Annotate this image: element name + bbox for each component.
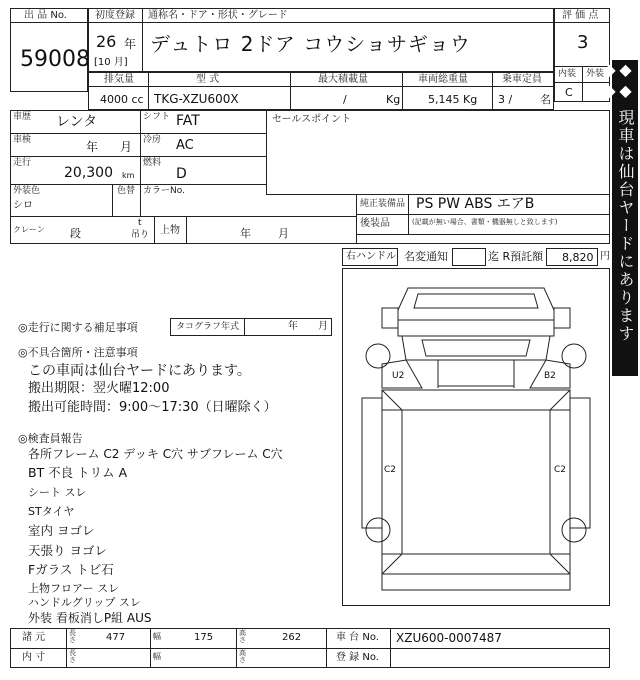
history-label: 車歴: [13, 112, 32, 122]
height-label: 高さ: [239, 629, 246, 644]
aftermarket-note: (記載が無い場合、書類・機器無しと致します): [412, 218, 558, 226]
mileage-value: 20,300: [64, 165, 113, 181]
inspector-line: 外装 看板消しP組 AUS: [28, 611, 152, 625]
inspector-line: ハンドルグリップ スレ: [28, 596, 141, 609]
yard-banner-text: ◆◆ 現車は仙台ヤードにあります ◆◆: [600, 60, 635, 344]
ac-label: 冷房: [143, 135, 162, 145]
top-label: 上物: [160, 225, 180, 236]
displacement-label: 排気量: [104, 74, 134, 85]
length-label: 長さ: [69, 649, 76, 664]
crane-stage-unit: 段: [70, 227, 81, 240]
inspector-line: 上物フロアー スレ: [28, 582, 120, 595]
width-label: 幅: [153, 632, 161, 641]
model-label: 通称名・ドア・形状・グレード: [148, 10, 288, 21]
damage-mark: U2: [392, 371, 405, 381]
gross-weight-value: 5,145 Kg: [428, 93, 478, 106]
inspector-line: シート スレ: [28, 486, 87, 499]
inspector-line: Fガラス トビ石: [28, 562, 114, 577]
displacement-value: 4000 cc: [100, 93, 144, 106]
inspector-line: 室内 ヨゴレ: [28, 523, 95, 538]
inspection-year-unit: 年: [86, 140, 99, 154]
gross-weight-label: 車両総重量: [418, 74, 468, 85]
interior-dim-label: 内 寸: [22, 652, 46, 663]
damage-mark: B2: [544, 371, 556, 381]
width-value: 175: [194, 632, 214, 643]
yard-banner: [600, 60, 638, 376]
capacity-unit: 名: [540, 93, 551, 106]
color-code-label: 色替: [117, 186, 136, 196]
history-value: レンタ: [56, 114, 98, 130]
name-change-label: 名変通知: [404, 250, 448, 263]
mileage-unit: km: [122, 171, 135, 180]
steering-value: 右ハンドル: [346, 251, 396, 262]
inspector-line: BT 不良 トリム A: [28, 465, 128, 480]
first-reg-year: 26: [96, 32, 117, 51]
chassis-label: 車 台 No.: [336, 632, 379, 643]
ext-color-value: シロ: [13, 200, 33, 211]
defect-heading: ◎不具合箇所・注意事項: [18, 346, 138, 359]
ac-value: AC: [176, 138, 194, 153]
tacho-month-unit: 月: [318, 321, 328, 332]
yen-unit: 円: [600, 251, 610, 262]
lot-label: 出 品 No.: [24, 10, 67, 21]
model-name: デュトロ 2ドア コウショサギョウ: [150, 32, 471, 56]
tax-label: 迄 R預託額: [488, 250, 544, 263]
truck-diagram: [342, 268, 610, 606]
ext-color-label: 外装色: [13, 186, 41, 196]
sales-point-label: セールスポイント: [272, 114, 352, 125]
score-value: 3: [577, 32, 589, 53]
inspector-line: 各所フレーム C2 デッキ C穴 サブフレーム C穴: [28, 447, 283, 461]
height-label: 高さ: [239, 649, 246, 664]
equipment-label: 純正装備品: [360, 199, 406, 209]
driving-heading: ◎走行に関する補足事項: [18, 321, 138, 334]
max-load-label: 最大積載量: [318, 74, 368, 85]
equipment-value: PS PW ABS エアB: [416, 196, 535, 212]
chassis-number: XZU600-0007487: [396, 631, 502, 645]
inspector-heading: ◎検査員報告: [18, 432, 83, 445]
length-label: 長さ: [69, 629, 76, 644]
inspection-label: 車検: [13, 135, 32, 145]
interior-label: 内装: [558, 69, 577, 79]
aftermarket-label: 後装品: [360, 218, 390, 229]
first-reg-label: 初度登録: [95, 10, 135, 21]
top-year-unit: 年: [240, 227, 251, 240]
damage-mark: C2: [384, 465, 397, 475]
crane-label: クレーン: [13, 225, 45, 234]
height-value: 262: [282, 632, 302, 643]
width-label: 幅: [153, 652, 161, 661]
defect-line: この車両は仙台ヤードにあります。: [28, 363, 251, 379]
first-reg-year-unit: 年: [124, 37, 137, 51]
max-load-value: /: [343, 93, 347, 106]
inspector-line: STタイヤ: [28, 505, 75, 518]
fuel-value: D: [176, 166, 187, 182]
score-label: 評 価 点: [562, 10, 599, 21]
type-label: 型 式: [196, 74, 220, 85]
interior-grade: C: [565, 86, 573, 99]
first-reg-month: [10 月]: [94, 57, 128, 68]
exterior-label: 外装: [586, 69, 605, 79]
capacity-label: 乗車定員: [502, 74, 542, 85]
lot-number: 59008: [20, 47, 90, 72]
inspection-month-unit: 月: [120, 140, 133, 154]
reg-label: 登 録 No.: [336, 652, 379, 663]
max-load-unit: Kg: [386, 93, 401, 106]
top-month-unit: 月: [278, 227, 289, 240]
name-change-box: [452, 248, 486, 266]
length-value: 477: [106, 632, 126, 643]
color-no-label: カラーNo.: [143, 186, 185, 196]
inspector-line: 天張り ヨゴレ: [28, 543, 107, 558]
damage-mark: C2: [554, 465, 567, 475]
capacity-value: 3 /: [498, 93, 513, 106]
crane-hoist-unit: 吊り: [131, 230, 150, 240]
recycle-fee: 8,820: [562, 251, 594, 264]
mileage-label: 走行: [13, 158, 32, 168]
tacho-year-unit: 年: [288, 321, 298, 332]
model-code: TKG-XZU600X: [154, 92, 239, 106]
defect-line: 搬出期限：翌火曜12:00: [28, 381, 170, 396]
tacho-label: タコグラフ年式: [176, 322, 240, 332]
crane-ton-label: t: [138, 218, 142, 228]
fuel-label: 燃料: [143, 158, 162, 168]
dimensions-label: 諸 元: [22, 632, 46, 643]
defect-line: 搬出可能時間：9:00～17:30（日曜除く）: [28, 400, 277, 415]
shift-label: シフト: [143, 112, 171, 122]
shift-value: FAT: [176, 113, 200, 129]
